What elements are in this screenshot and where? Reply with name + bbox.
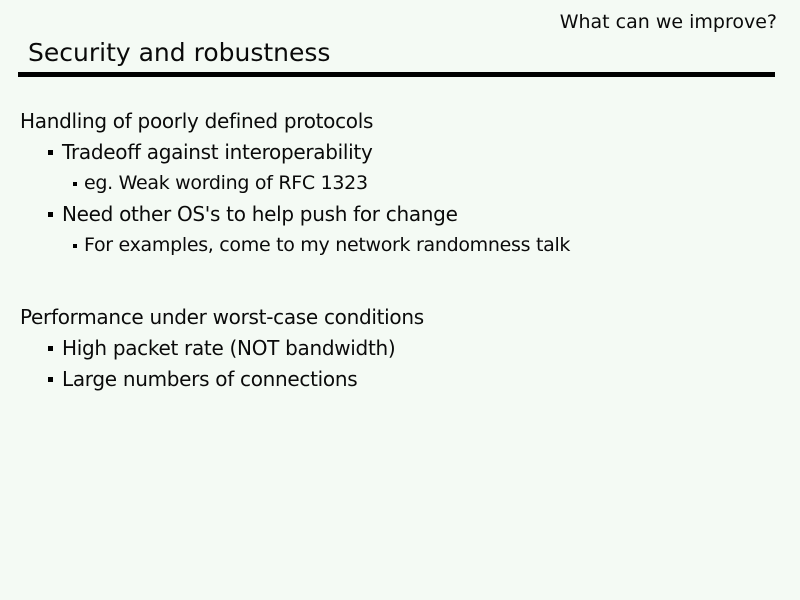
square-bullet-icon: [48, 346, 53, 351]
bullet-text: Need other OS's to help push for change: [62, 202, 458, 226]
bullet-text: High packet rate (NOT bandwidth): [62, 336, 396, 360]
square-bullet-icon: [48, 377, 53, 382]
bullet-item: [20, 137, 788, 168]
header-note: What can we improve?: [559, 11, 777, 33]
bullet-text: Large numbers of connections: [62, 367, 358, 391]
square-bullet-icon: [73, 182, 77, 186]
square-bullet-icon: [48, 150, 53, 155]
section-protocols: [20, 106, 788, 261]
bullet-text: For examples, come to my network randomness talk: [84, 234, 571, 256]
title-underline: [18, 72, 775, 77]
section-performance: [20, 302, 788, 395]
bullet-item: [20, 364, 788, 395]
section-heading: Performance under worst-case conditions: [20, 305, 424, 329]
bullet-text: Tradeoff against interoperability: [62, 140, 373, 164]
section-heading: Handling of poorly defined protocols: [20, 109, 374, 133]
square-bullet-icon: [73, 244, 77, 248]
square-bullet-icon: [48, 212, 53, 217]
slide-body: [20, 106, 788, 395]
bullet-item: [20, 333, 788, 364]
bullet-text: eg. Weak wording of RFC 1323: [84, 172, 368, 194]
bullet-item: [20, 199, 788, 230]
slide-title: Security and robustness: [28, 38, 331, 67]
bullet-item: [20, 230, 788, 261]
bullet-item: [20, 168, 788, 199]
